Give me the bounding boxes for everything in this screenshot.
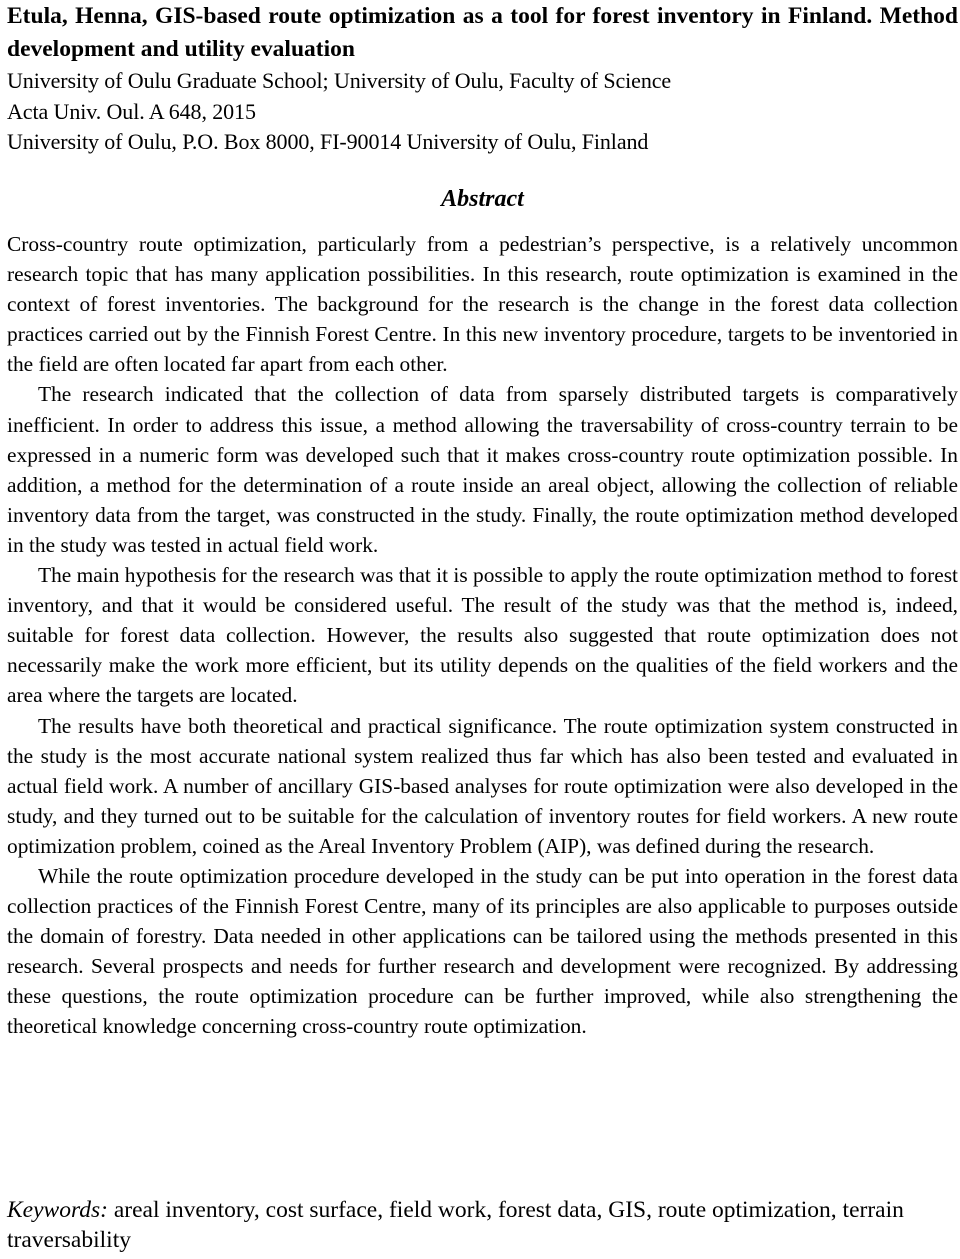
keywords-label: Keywords: [7,1197,108,1223]
keywords-list: areal inventory, cost surface, field work, forest data, GIS, route optimization, terrain traversability [7,1197,904,1253]
postal-address: University of Oulu, P.O. Box 8000, FI-90014 University of Oulu, Finland [7,129,649,154]
document-page [7,0,958,1253]
document-title: Etula, Henna, GIS-based route optimization as a tool for forest inventory in Finland. Method development and utility evaluation [7,3,958,62]
abstract-paragraph-3: The main hypothesis for the research was that it is possible to apply the route optimization method to forest inventory, and that it would be considered useful. The result of the study was that the method is, indeed, suitable for forest data collection. However, the results also suggested that route optimization does not necessarily make the work more efficient, but its utility depends on the qualities of the field workers and the area where the targets are located. [7,563,958,708]
abstract-heading: Abstract [441,186,524,212]
abstract-paragraph-5: While the route optimization procedure developed in the study can be put into operation in the forest data collection practices of the Finnish Forest Centre, many of its principles are also applicable to purposes outside the domain of forestry. Data needed in other applications can be tailored using the methods presented in this research. Several prospects and needs for further research and development were recognized. By addressing these questions, the route optimization procedure can be further improved, while also strengthening the theoretical knowledge concerning cross-country route optimization. [7,863,958,1039]
series-info: Acta Univ. Oul. A 648, 2015 [7,98,256,124]
abstract-body [7,229,958,1042]
keywords [7,1195,958,1255]
abstract-paragraph-4: The results have both theoretical and practical significance. The route optimization system constructed in the study is the most accurate national system realized thus far which has also been tested and evaluated in actual field work. A number of ancillary GIS-based analyses for route optimization were also developed in the study, and they turned out to be suitable for the calculation of inventory routes for field workers. A new route optimization problem, coined as the Areal Inventory Problem (AIP), was defined during the research. [7,713,958,858]
affiliation: University of Oulu Graduate School; University of Oulu, Faculty of Science [7,68,672,93]
abstract-paragraph-2: The research indicated that the collection of data from sparsely distributed targets is comparatively inefficient. In order to address this issue, a method allowing the traversability of cross-country terrain to be expressed in a numeric form was developed such that it makes cross-country route optimization possible. In addition, a method for the determination of a route inside an areal object, allowing the collection of reliable inventory data from the target, was constructed in the study. Finally, the route optimization method developed in the study was tested in actual field work. [7,382,958,557]
abstract-paragraph-1: Cross-country route optimization, particularly from a pedestrian’s perspective, is a relatively uncommon research topic that has many application possibilities. In this research, route optimization is examined in the context of forest inventories. The background for the research is the change in the forest data collection practices carried out by the Finnish Forest Centre. In this new inventory procedure, targets to be inventoried in the field are often located far apart from each other. [7,232,958,377]
